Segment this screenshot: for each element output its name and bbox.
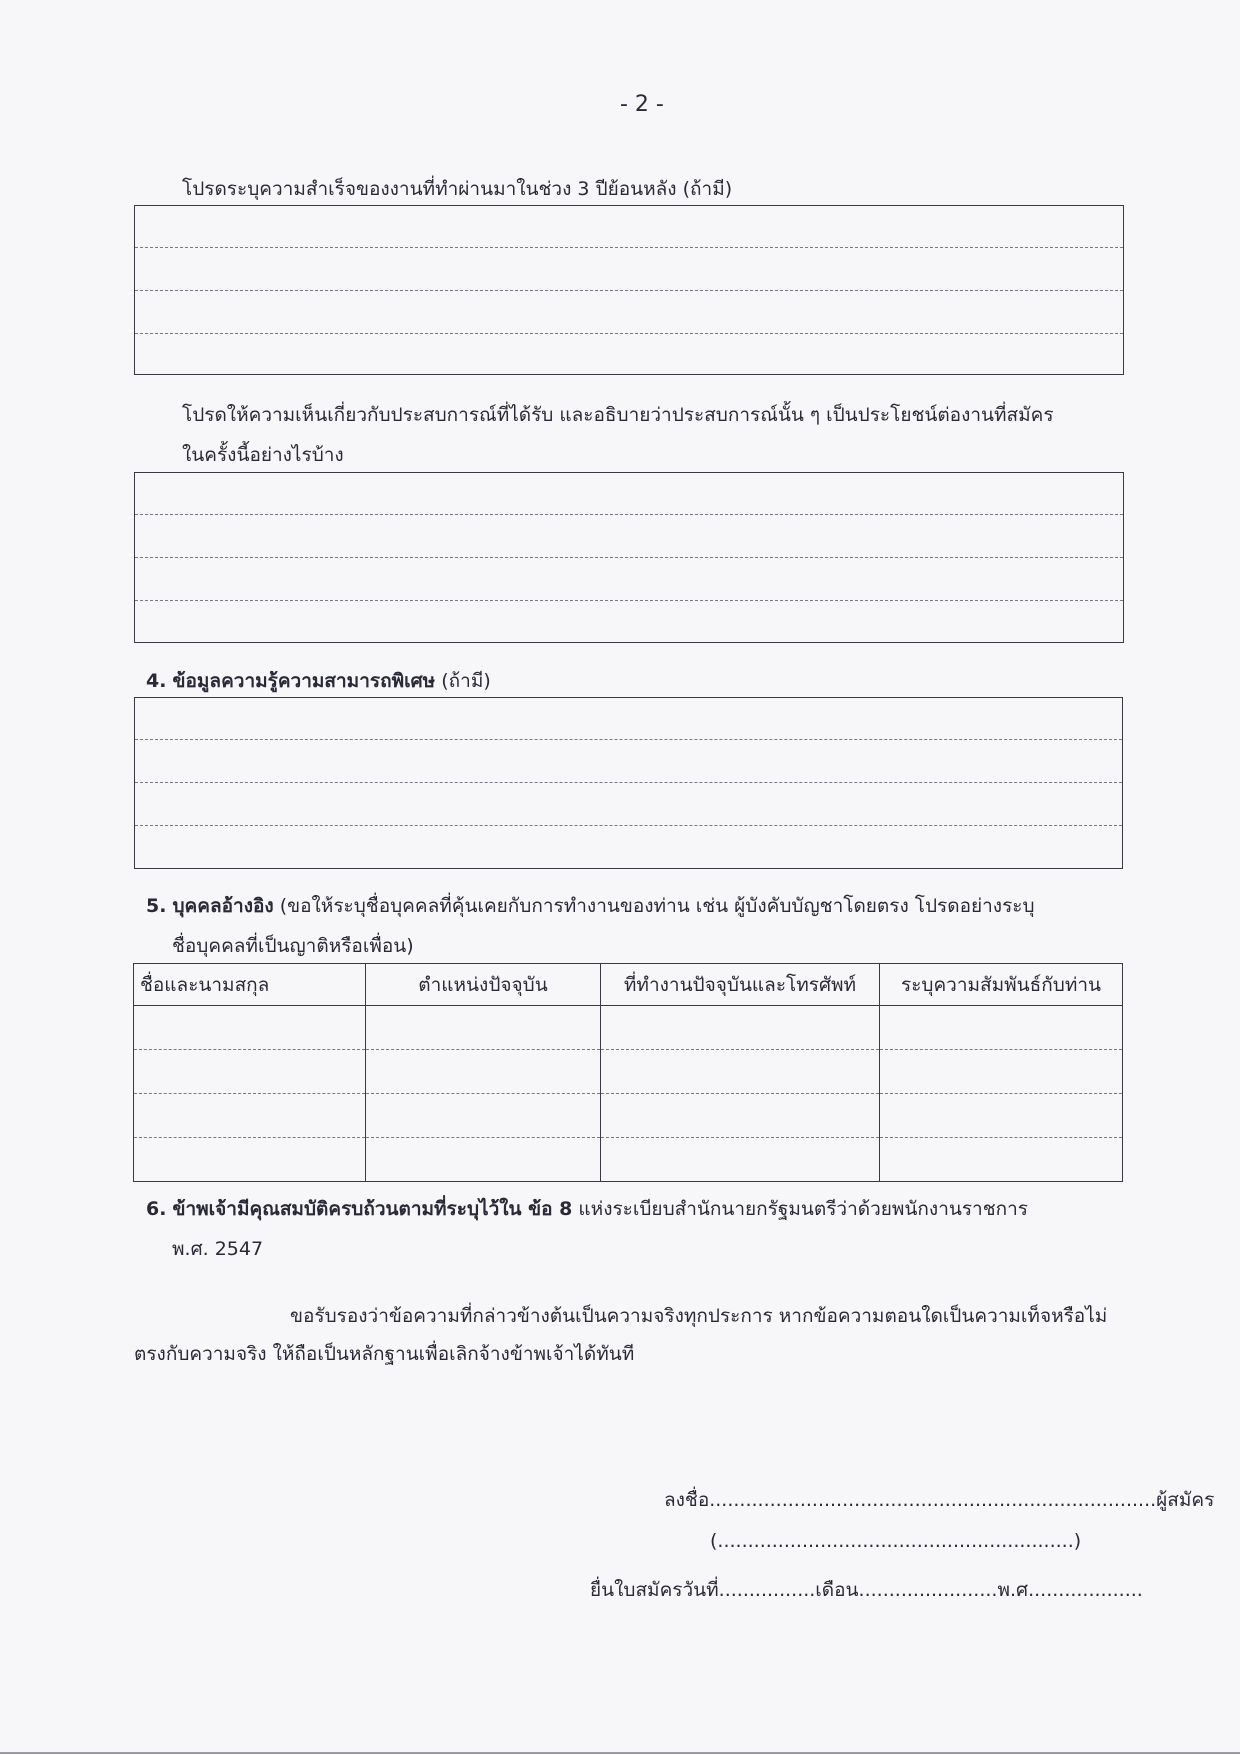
answer-line (135, 782, 1122, 783)
table-row (134, 1138, 1123, 1182)
table-row (134, 1094, 1123, 1138)
section6-bold-text: ข้าพเจ้ามีคุณสมบัติครบถ้วนตามที่ระบุไว้ใน ข้อ 8 (172, 1198, 573, 1220)
position-cell[interactable] (366, 1138, 601, 1182)
answer-line (135, 600, 1123, 601)
certification-line2: ตรงกับความจริง ให้ถือเป็นหลักฐานเพื่อเลิกจ้างข้าพเจ้าได้ทันที (134, 1343, 635, 1365)
experience-question-line1: โปรดให้ความเห็นเกี่ยวกับประสบการณ์ที่ได้รับ และอธิบายว่าประสบการณ์นั้น ๆ เป็นประโยชน์ต่องานที่สมัคร (182, 404, 1054, 426)
section4-title: ข้อมูลความรู้ความสามารถพิเศษ (172, 670, 436, 692)
submission-date-line[interactable]: ยื่นใบสมัครวันที่................เดือน.......................พ.ศ................... (590, 1579, 1143, 1601)
col-header-position: ตำแหน่งปัจจุบัน (366, 964, 601, 1006)
section5-number: 5. (146, 895, 167, 917)
answer-line (135, 290, 1123, 291)
col-header-workplace-phone: ที่ทำงานปัจจุบันและโทรศัพท์ (601, 964, 880, 1006)
section6-number: 6. (146, 1198, 167, 1220)
position-cell[interactable] (366, 1050, 601, 1094)
section5-note-line2: ชื่อบุคคลที่เป็นญาติหรือเพื่อน) (172, 935, 414, 957)
workplace-cell[interactable] (601, 1050, 880, 1094)
answer-line (135, 739, 1122, 740)
section5-title: บุคคลอ้างอิง (172, 895, 274, 917)
signature-line[interactable]: ลงชื่อ..........................................................................ผู้สมัคร (664, 1489, 1215, 1511)
experience-answer-box[interactable] (134, 472, 1124, 643)
answer-line (135, 247, 1123, 248)
workplace-cell[interactable] (601, 1094, 880, 1138)
signature-name-line[interactable]: (...........................................................) (710, 1530, 1082, 1552)
table-row (134, 1006, 1123, 1050)
answer-line (135, 825, 1122, 826)
section6-statement (146, 1196, 1028, 1222)
table-row (134, 1050, 1123, 1094)
references-table (133, 963, 1123, 1182)
section5-heading (146, 893, 1035, 919)
section5-note: (ขอให้ระบุชื่อบุคคลที่คุ้นเคยกับการทำงานของท่าน เช่น ผู้บังคับบัญชาโดยตรง โปรดอย่างระบุ (279, 895, 1035, 917)
position-cell[interactable] (366, 1094, 601, 1138)
relationship-cell[interactable] (880, 1094, 1123, 1138)
section4-number: 4. (146, 670, 167, 692)
section6-rest: แห่งระเบียบสำนักนายกรัฐมนตรีว่าด้วยพนักงานราชการ (578, 1198, 1029, 1220)
page-bottom-edge (0, 1752, 1240, 1754)
name-cell[interactable] (134, 1006, 366, 1050)
achievements-answer-box[interactable] (134, 205, 1124, 375)
relationship-cell[interactable] (880, 1050, 1123, 1094)
name-cell[interactable] (134, 1094, 366, 1138)
position-cell[interactable] (366, 1006, 601, 1050)
col-header-name: ชื่อและนามสกุล (134, 964, 366, 1006)
answer-line (135, 333, 1123, 334)
special-skills-answer-box[interactable] (134, 697, 1123, 869)
name-cell[interactable] (134, 1050, 366, 1094)
certification-line1: ขอรับรองว่าข้อความที่กล่าวข้างต้นเป็นความจริงทุกประการ หากข้อความตอนใดเป็นความเท็จหรือไม่ (290, 1305, 1108, 1327)
experience-question-line2: ในครั้งนี้อย่างไรบ้าง (182, 444, 344, 466)
page-number: - 2 - (620, 92, 664, 117)
workplace-cell[interactable] (601, 1006, 880, 1050)
answer-line (135, 514, 1123, 515)
achievements-label: โปรดระบุความสำเร็จของงานที่ทำผ่านมาในช่วง 3 ปีย้อนหลัง (ถ้ามี) (182, 178, 733, 200)
relationship-cell[interactable] (880, 1138, 1123, 1182)
relationship-cell[interactable] (880, 1006, 1123, 1050)
col-header-relationship: ระบุความสัมพันธ์กับท่าน (880, 964, 1123, 1006)
name-cell[interactable] (134, 1138, 366, 1182)
section4-note: (ถ้ามี) (441, 670, 491, 692)
section6-line2: พ.ศ. 2547 (172, 1238, 264, 1260)
references-header-row (134, 964, 1123, 1006)
answer-line (135, 557, 1123, 558)
workplace-cell[interactable] (601, 1138, 880, 1182)
section4-heading (146, 668, 491, 694)
